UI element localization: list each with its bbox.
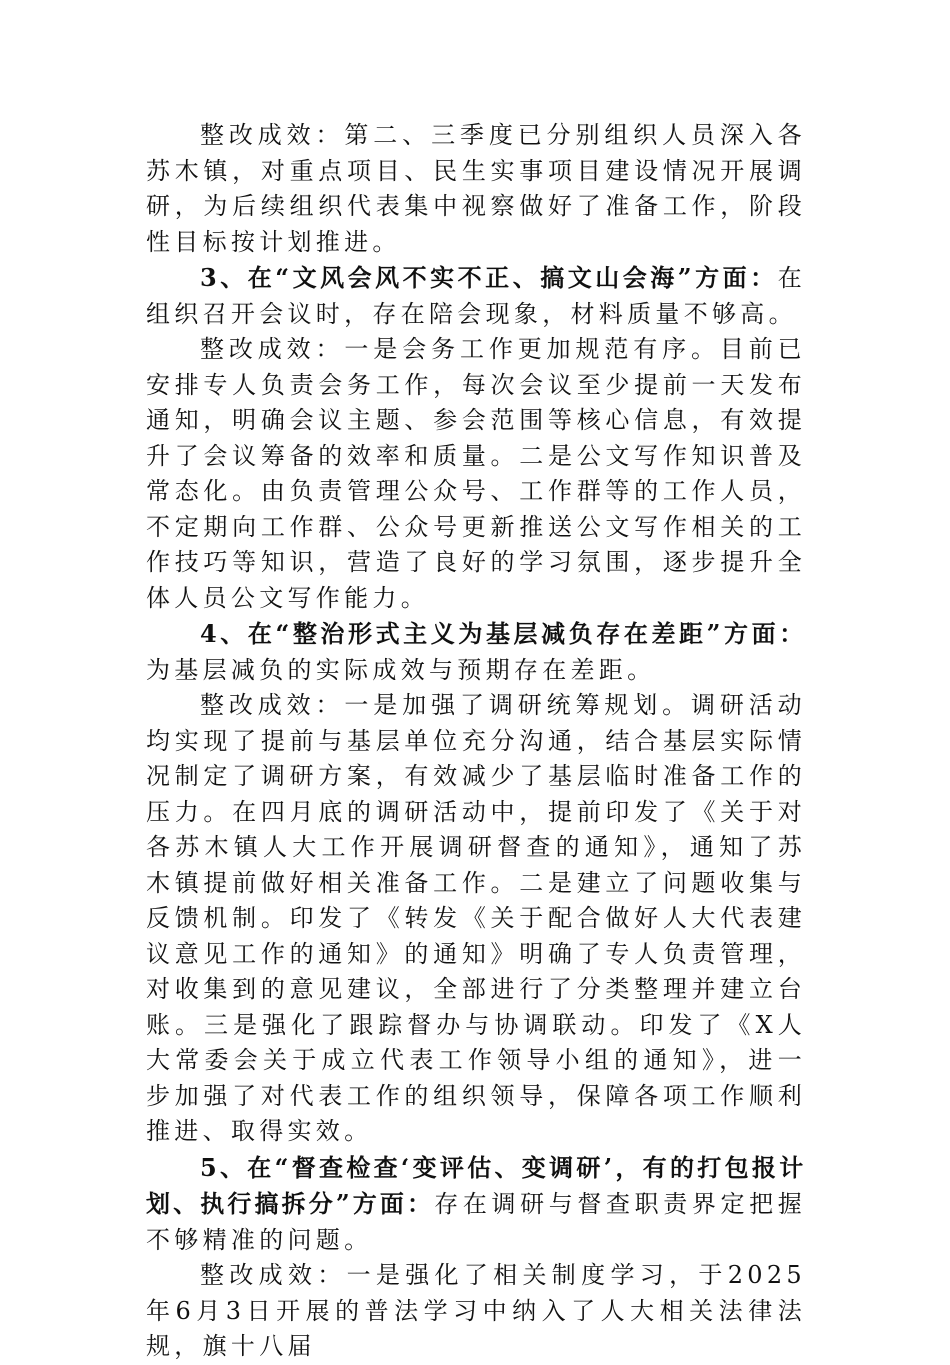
paragraph-rectification-result — [146, 118, 806, 260]
issue-text: 在组织召开会议时，存在陪会现象，材料质量不够高。 — [146, 264, 806, 328]
paragraph-issue-4 — [146, 616, 806, 688]
issue-heading: 5、在“督查检查‘变评估、变调研’，有的打包报计划、执行搞拆分”方面： — [146, 1152, 806, 1218]
paragraph-issue-5 — [146, 1150, 806, 1259]
issue-heading: 3、在“文风会风不实不正、搞文山会海”方面： — [200, 263, 778, 292]
paragraph-rectification-result — [146, 332, 806, 616]
document-body — [146, 118, 806, 1365]
paragraph-rectification-result — [146, 1258, 806, 1365]
issue-heading: 4、在“整治形式主义为基层减负存在差距”方面： — [200, 619, 806, 648]
paragraph-text: 整改成效：一是会务工作更加规范有序。目前已安排专人负责会务工作，每次会议至少提前一天发布通知，明确会议主题、参会范围等核心信息，有效提升了会议筹备的效率和质量。二是公文写作知识普及常态化。由负责管理公众号、工作群等的工作人员，不定期向工作群、公众号更新推送公文写作相关的工作技巧等知识，营造了良好的学习氛围，逐步提升全体人员公文写作能力。 — [146, 335, 806, 612]
paragraph-text: 整改成效：第二、三季度已分别组织人员深入各苏木镇，对重点项目、民生实事项目建设情况开展调研，为后续组织代表集中视察做好了准备工作，阶段性目标按计划推进。 — [146, 121, 806, 256]
paragraph-issue-3 — [146, 260, 806, 332]
issue-text: 为基层减负的实际成效与预期存在差距。 — [146, 655, 656, 684]
issue-text: 存在调研与督查职责界定把握不够精准的问题。 — [146, 1190, 806, 1254]
paragraph-text: 整改成效：一是强化了相关制度学习，于2025年6月3日开展的普法学习中纳入了人大相关法律法规，旗十八届 — [146, 1261, 806, 1360]
paragraph-text: 整改成效：一是加强了调研统筹规划。调研活动均实现了提前与基层单位充分沟通，结合基层实际情况制定了调研方案，有效减少了基层临时准备工作的压力。在四月底的调研活动中，提前印发了《关于对各苏木镇人大工作开展调研督查的通知》，通知了苏木镇提前做好相关准备工作。二是建立了问题收集与反馈机制。印发了《转发《关于配合做好人大代表建议意见工作的通知》的通知》明确了专人负责管理，对收集到的意见建议，全部进行了分类整理并建立台账。三是强化了跟踪督办与协调联动。印发了《X人大常委会关于成立代表工作领导小组的通知》，进一步加强了对代表工作的组织领导，保障各项工作顺利推进、取得实效。 — [146, 691, 806, 1145]
paragraph-rectification-result — [146, 688, 806, 1150]
